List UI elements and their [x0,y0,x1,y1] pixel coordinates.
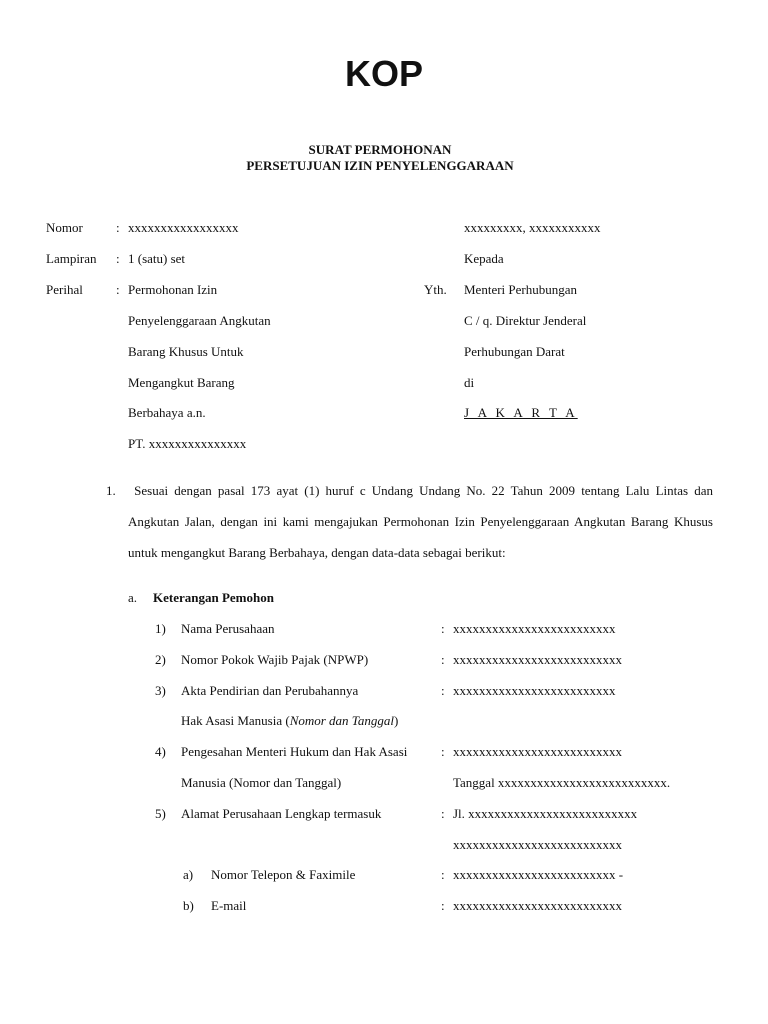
item-value-continued: xxxxxxxxxxxxxxxxxxxxxxxxxx [453,837,622,852]
lampiran-colon: : [116,251,120,266]
perihal-line: Barang Khusus Untuk [128,344,244,359]
perihal-line: Penyelenggaraan Angkutan [128,313,271,328]
perihal-line: Permohonan Izin [128,282,218,297]
item-value: xxxxxxxxxxxxxxxxxxxxxxxxxx [453,652,622,667]
nomor-value: xxxxxxxxxxxxxxxxx [128,220,239,235]
item-label: Nama Perusahaan [181,621,275,636]
item-value: Jl. xxxxxxxxxxxxxxxxxxxxxxxxxx [453,806,638,821]
kepada: Kepada [464,251,504,266]
item-colon: : [441,652,445,667]
item-value-continued: Tanggal xxxxxxxxxxxxxxxxxxxxxxxxxx. [453,775,671,790]
item-label-continued-italic: Nomor dan Tanggal [289,713,394,728]
nomor-colon: : [116,220,120,235]
item-label: Nomor Pokok Wajib Pajak (NPWP) [181,652,369,667]
subitem-letter: a) [183,867,194,882]
item-num: 5) [155,806,166,821]
letterhead: KOP [344,53,423,94]
subitem-label: Nomor Telepon & Faximile [211,867,356,882]
nomor-label: Nomor [46,220,83,235]
title-line-2: PERSETUJUAN IZIN PENYELENGGARAAN [246,158,514,173]
yth: Yth. [424,282,447,297]
recipient-line: C / q. Direktur Jenderal [464,313,587,328]
item-label-continued-pre: Hak Asasi Manusia ( [181,713,290,728]
subitem-colon: : [441,898,445,913]
item-label-continued-post: ) [393,713,399,728]
subitem-letter: b) [183,898,194,913]
lampiran-value: 1 (satu) set [128,251,186,266]
recipient-line: Menteri Perhubungan [464,282,578,297]
body-paragraph [128,475,713,568]
perihal-line: Mengangkut Barang [128,375,235,390]
item-num: 3) [155,683,166,698]
perihal-line: PT. xxxxxxxxxxxxxxx [128,436,247,451]
place-date: xxxxxxxxx, xxxxxxxxxxx [464,220,601,235]
item-label: Pengesahan Menteri Hukum dan Hak Asasi [181,744,408,759]
subitem-label: E-mail [211,898,247,913]
perihal-colon: : [116,282,120,297]
item-label-continued: Manusia (Nomor dan Tanggal) [181,775,342,790]
title-line-1: SURAT PERMOHONAN [308,142,452,157]
item-value: xxxxxxxxxxxxxxxxxxxxxxxxx [453,683,616,698]
item-colon: : [441,806,445,821]
item-colon: : [441,621,445,636]
item-value: xxxxxxxxxxxxxxxxxxxxxxxxxx [453,744,622,759]
section-a-title: Keterangan Pemohon [153,590,274,605]
recipient-line: di [464,375,475,390]
item-label: Alamat Perusahaan Lengkap termasuk [181,806,382,821]
item-num: 1) [155,621,166,636]
lampiran-label: Lampiran [46,251,97,266]
item-label: Akta Pendirian dan Perubahannya [181,683,359,698]
perihal-line: Berbahaya a.n. [128,405,206,420]
subitem-colon: : [441,867,445,882]
section-a-letter: a. [128,590,138,605]
recipient-line: Perhubungan Darat [464,344,565,359]
perihal-label: Perihal [46,282,83,297]
subitem-value: xxxxxxxxxxxxxxxxxxxxxxxxx - [453,867,624,882]
item-colon: : [441,683,445,698]
item-num: 2) [155,652,166,667]
subitem-value: xxxxxxxxxxxxxxxxxxxxxxxxxx [453,898,622,913]
item-num: 4) [155,744,166,759]
item-colon: : [441,744,445,759]
body-paragraph-text: Sesuai dengan pasal 173 ayat (1) huruf c Undang Undang No. 22 Tahun 2009 tentang Lalu Lintas dan Angkutan Jalan, dengan ini kami mengajukan Permohonan Izin Penyelenggaraan Angkutan Barang Khusus untuk mengangkut Barang Berbahaya, dengan data-data sebagai berikut: [128,483,713,560]
item-value: xxxxxxxxxxxxxxxxxxxxxxxxx [453,621,616,636]
item-number: 1. [106,483,116,498]
item-label-continued [181,713,398,729]
recipient-city: J A K A R T A [464,405,578,420]
